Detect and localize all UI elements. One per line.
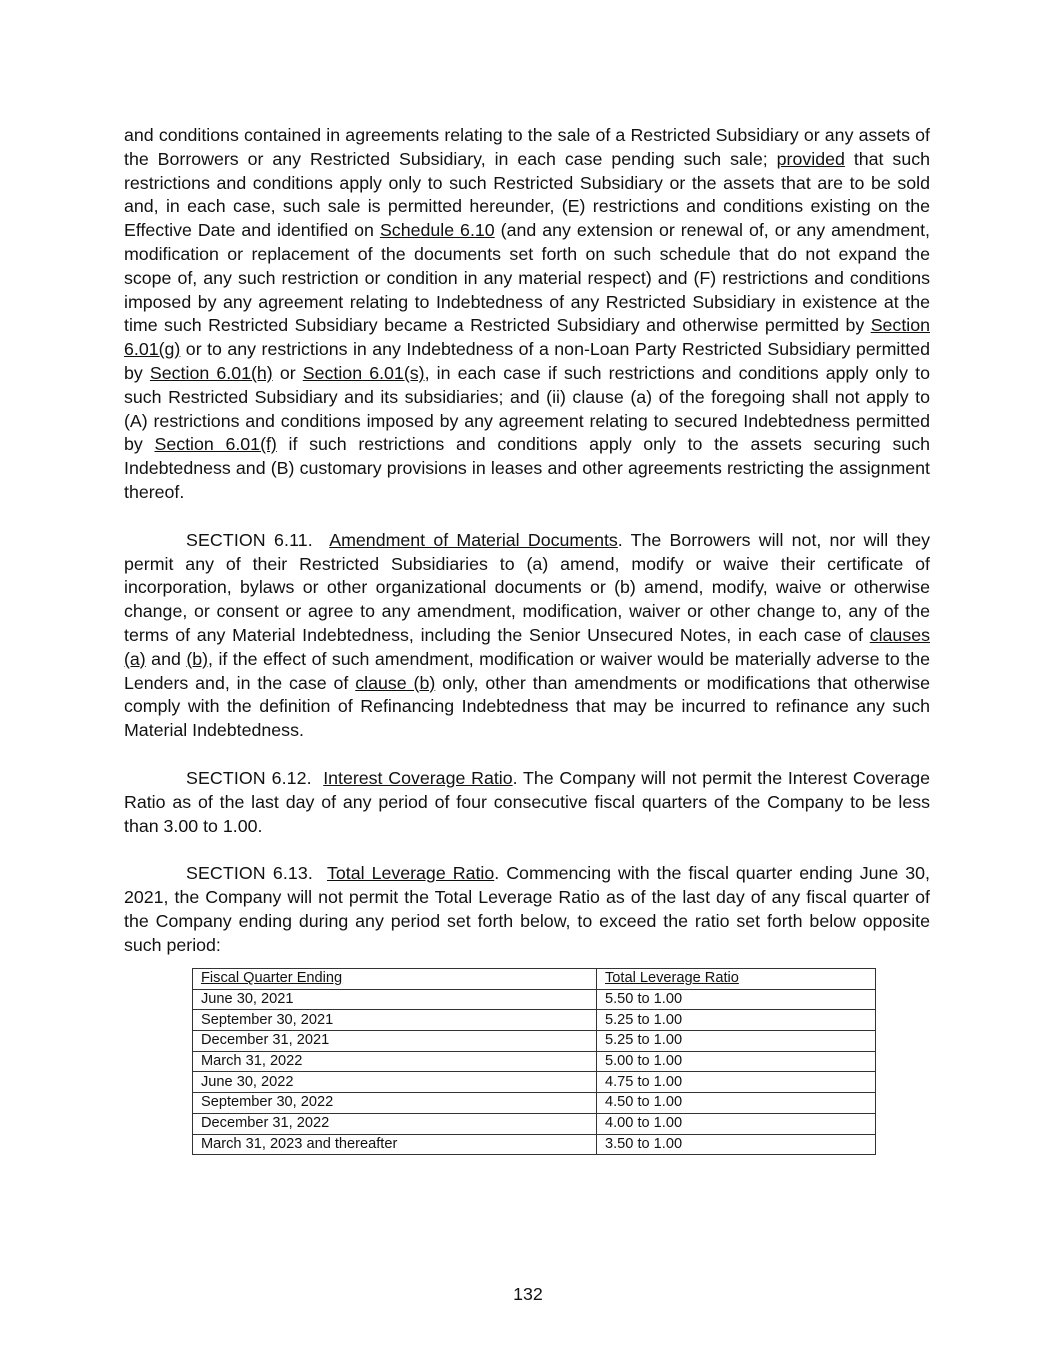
clause-b-paren-ref: (b) bbox=[186, 648, 209, 669]
leverage-ratio-table bbox=[192, 968, 876, 1155]
section-6-11-number: SECTION 6.11. bbox=[186, 529, 313, 550]
ratio-cell: 3.50 to 1.00 bbox=[597, 1134, 876, 1155]
table-row bbox=[193, 1134, 876, 1155]
quarter-cell: March 31, 2023 and thereafter bbox=[193, 1134, 597, 1155]
table-row bbox=[193, 1031, 876, 1052]
section-6-12-heading: Interest Coverage Ratio bbox=[323, 767, 513, 788]
table-row bbox=[193, 1051, 876, 1072]
quarter-cell: December 31, 2021 bbox=[193, 1031, 597, 1052]
section-6-13-number: SECTION 6.13. bbox=[186, 863, 313, 884]
section-6-01g-ref: Section 6.01(g) bbox=[124, 315, 930, 360]
section-6-13: SECTION 6.13. Total Leverage Ratio. Commencing with the fiscal quarter ending June 30, 2021, the Company will not permit the Total Leverage Ratio as of the last day of any fiscal quarter of the Company ending during any period set forth below, to exceed the ratio set forth below opposite such period: bbox=[124, 863, 930, 955]
ratio-cell: 4.00 to 1.00 bbox=[597, 1113, 876, 1134]
ratio-cell: 4.75 to 1.00 bbox=[597, 1072, 876, 1093]
paragraph-continued: and conditions contained in agreements relating to the sale of a Restricted Subsidiary or any assets of the Borrowers or any Restricted Subsidiary, in each case pending such sale; provided that such restrictions and conditions apply only to such Restricted Subsidiary or the assets that are to be sold and, in each case, such sale is permitted hereunder, (E) restrictions and conditions existing on the Effective Date and identified on Schedule 6.10 (and any extension or renewal of, or any amendment, modification or replacement of the documents set forth on such schedule that do not expand the scope of, any such restriction or condition in any material respect) and (F) restrictions and conditions imposed by any agreement relating to Indebtedness of any Restricted Subsidiary in existence at the time such Restricted Subsidiary became a Restricted Subsidiary and otherwise permitted by Section 6.01(g) or to any restrictions in any Indebtedness of a non-Loan Party Restricted Subsidiary permitted by Section 6.01(h) or Section 6.01(s), in each case if such restrictions and conditions apply only to such Restricted Subsidiary and its subsidiaries; and (ii) clause (a) of the foregoing shall not apply to (A) restrictions and conditions imposed by any agreement relating to secured Indebtedness permitted by Section 6.01(f) if such restrictions and conditions apply only to the assets securing such Indebtedness and (B) customary provisions in leases and other agreements restricting the assignment thereof. bbox=[124, 125, 931, 502]
table-header-row bbox=[193, 969, 876, 990]
header-total-leverage-ratio: Total Leverage Ratio bbox=[597, 969, 876, 990]
table-row bbox=[193, 1093, 876, 1114]
clause-a-ref: (a) bbox=[124, 648, 146, 669]
section-6-11-heading: Amendment of Material Documents bbox=[329, 529, 618, 550]
quarter-cell: December 31, 2022 bbox=[193, 1113, 597, 1134]
clause-b-ref: clause (b) bbox=[355, 672, 436, 693]
section-6-12: SECTION 6.12. Interest Coverage Ratio. The Company will not permit the Interest Coverage Ratio as of the last day of any period of four consecutive fiscal quarters of the Company to be less than 3.00 to 1.00. bbox=[124, 767, 931, 836]
page-number: 132 bbox=[513, 1284, 543, 1304]
clauses-term: clauses bbox=[869, 624, 930, 645]
ratio-cell: 5.50 to 1.00 bbox=[597, 989, 876, 1010]
quarter-cell: September 30, 2021 bbox=[193, 1010, 597, 1031]
table-row bbox=[193, 1072, 876, 1093]
section-6-01h-ref: Section 6.01(h) bbox=[149, 362, 273, 383]
section-6-11: SECTION 6.11. Amendment of Material Documents. The Borrowers will not, nor will they permit any of their Restricted Subsidiaries to (a) amend, modify or waive their certificate of incorporation, bylaws or other organizational documents or (b) amend, modify, waive or otherwise change, or consent or agree to any amendment, modification, waiver or other change to, any of the terms of any Material Indebtedness, including the Senior Unsecured Notes, in each case of clauses (a) and (b), if the effect of such amendment, modification or waiver would be materially adverse to the Lenders and, in the case of clause (b) only, other than amendments or modifications that otherwise comply with the definition of Refinancing Indebtedness that may be incurred to refinance any such Material Indebtedness. bbox=[124, 529, 931, 741]
table-row bbox=[193, 1010, 876, 1031]
ratio-cell: 4.50 to 1.00 bbox=[597, 1093, 876, 1114]
ratio-cell: 5.00 to 1.00 bbox=[597, 1051, 876, 1072]
quarter-cell: March 31, 2022 bbox=[193, 1051, 597, 1072]
provided-term: provided bbox=[776, 148, 845, 169]
ratio-cell: 5.25 to 1.00 bbox=[597, 1031, 876, 1052]
section-6-13-heading: Total Leverage Ratio bbox=[326, 863, 495, 884]
section-6-12-number: SECTION 6.12. bbox=[186, 767, 312, 788]
document-body bbox=[124, 124, 930, 958]
schedule-6-10-ref: Schedule 6.10 bbox=[379, 220, 495, 241]
section-6-01s-ref: Section 6.01(s) bbox=[302, 362, 425, 383]
quarter-cell: June 30, 2022 bbox=[193, 1072, 597, 1093]
section-6-01f-ref: Section 6.01(f) bbox=[154, 434, 277, 455]
header-fiscal-quarter: Fiscal Quarter Ending bbox=[193, 969, 597, 990]
quarter-cell: September 30, 2022 bbox=[193, 1093, 597, 1114]
table-row bbox=[193, 989, 876, 1010]
table-row bbox=[193, 1113, 876, 1134]
quarter-cell: June 30, 2021 bbox=[193, 989, 597, 1010]
ratio-cell: 5.25 to 1.00 bbox=[597, 1010, 876, 1031]
